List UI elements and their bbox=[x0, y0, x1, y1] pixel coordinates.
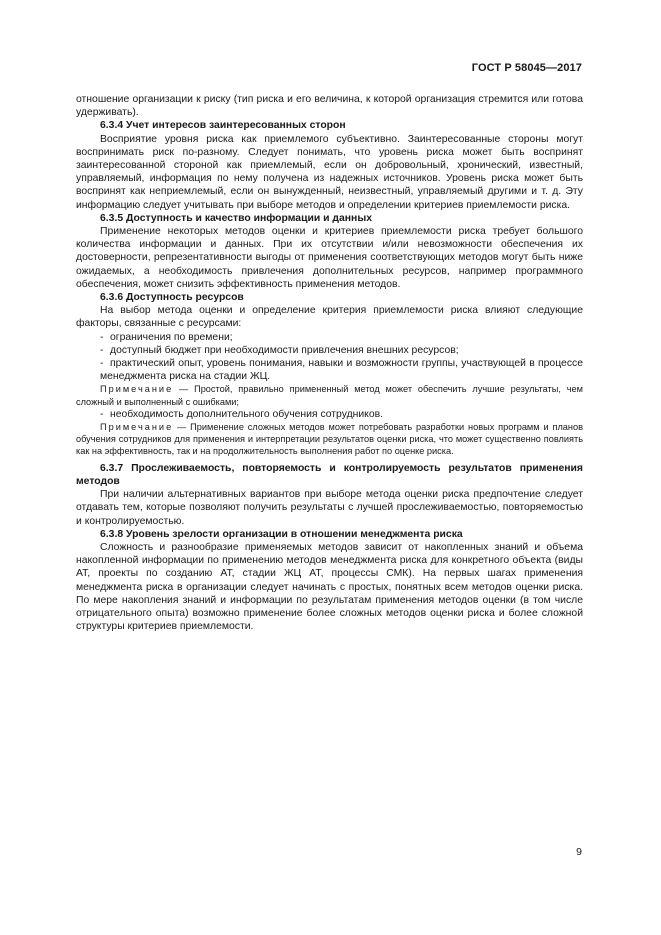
list-item: - доступный бюджет при необходимости привлечения внешних ресурсов; bbox=[100, 344, 459, 356]
list-item: - ограничения по времени; bbox=[100, 331, 233, 343]
heading-6-3-6: 6.3.6 Доступность ресурсов bbox=[100, 292, 244, 304]
paragraph-6-3-5: Применение некоторых методов оценки и критериев приемлемости риска требует большого количества информации и данных. При их отсутствии и/или невозможности обеспечения их достоверности, репрезентативности выгоды от применения соответствующих методов могут быть ниже ожидаемых, а необходимость привлечения дополнительных ресурсов, например программного обеспечения, может снизить эффективность применения методов. bbox=[76, 226, 583, 290]
paragraph-6-3-6: На выбор метода оценки и определение критерия приемлемости риска влияют следующие факторы, связанные с ресурсами: bbox=[76, 305, 583, 330]
paragraph-continuation: отношение организации к риску (тип риска и его величина, к которой организация стремится или готова удерживать). bbox=[76, 94, 583, 119]
paragraph-6-3-7: При наличии альтернативных вариантов при выборе метода оценки риска предпочтение следует отдавать тем, которые позволяют получить результаты с лучшей прослеживаемостью, повторяемостью и контролируемостью. bbox=[76, 489, 583, 527]
note-2: Примечание — Применение сложных методов может потребовать разработки новых программ и планов обучения сотрудников для применения и интерпретации результатов оценки риска, что может существенно повлиять как на эффективность, так и на продолжительность выполнения работ по оценке риска. bbox=[76, 422, 583, 457]
document-code: ГОСТ Р 58045—2017 bbox=[471, 62, 582, 74]
note-label: Примечание bbox=[100, 384, 174, 395]
heading-6-3-5: 6.3.5 Доступность и качество информации и данных bbox=[100, 212, 372, 224]
document-body bbox=[76, 93, 583, 633]
heading-6-3-4: 6.3.4 Учет интересов заинтересованных сторон bbox=[100, 120, 346, 132]
paragraph-6-3-8: Сложность и разнообразие применяемых методов зависит от накопленных знаний и объема накопленной информации по применению методов менеджмента риска для конкретного объекта (виды АТ, проекты по созданию АТ, стадии ЖЦ АТ, процессы СМК). На первых шагах применения менеджмента риска в организации следует начинать с простых, понятных всем методов оценки риска. По мере накопления знаний и информации по результатам применения методов оценки (в том числе отрицательного опыта) возможно применение более сложных методов оценки риска и более сложной структуры критериев приемлемости. bbox=[76, 541, 583, 633]
heading-6-3-7: 6.3.7 Прослеживаемость, повторяемость и контролируемость результатов применения методов bbox=[76, 462, 583, 487]
paragraph-6-3-4: Восприятие уровня риска как приемлемого субъективно. Заинтересованные стороны могут воспринимать риск по-разному. Следует понимать, что уровень риска может быть воспринят заинтересованной стороной как приемлемый, если он добровольный, хронический, известный, управляемый, информация по нему получена из надежных источников. Уровень риска может быть воспринят как неприемлемый, если он вынужденный, неизвестный, управляемый другими и т. д. Эту информацию следует учитывать при выборе методов и определении критериев приемлемости риска. bbox=[76, 133, 583, 211]
note-label: Примечание bbox=[100, 422, 174, 433]
page-number: 9 bbox=[576, 846, 582, 858]
note-1: Примечание — Простой, правильно примененный метод может обеспечить лучшие результаты, чем сложный и выполненный с ошибками; bbox=[76, 384, 583, 407]
list-item: - необходимость дополнительного обучения сотрудников. bbox=[100, 408, 384, 420]
heading-6-3-8: 6.3.8 Уровень зрелости организации в отношении менеджмента риска bbox=[100, 528, 463, 540]
list-item: - практический опыт, уровень понимания, навыки и возможности группы, участвующей в процессе менеджмента риска на стадии ЖЦ. bbox=[100, 358, 583, 383]
